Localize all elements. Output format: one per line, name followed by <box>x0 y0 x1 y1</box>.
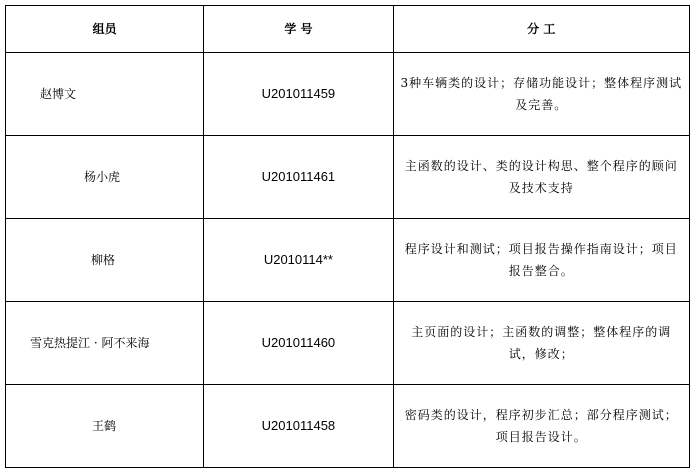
member-name-cell: 柳格 <box>6 219 204 302</box>
table-row <box>6 136 690 219</box>
table-row <box>6 219 690 302</box>
header-member: 组员 <box>6 6 204 53</box>
student-id-cell: U201011459 <box>204 53 393 136</box>
task-cell: 主函数的设计、类的设计构思、整个程序的顾问及技术支持 <box>393 136 689 219</box>
member-name-cell: 雪克热提江 · 阿不来海 <box>6 302 204 385</box>
team-division-table <box>5 5 690 468</box>
task-cell: 主页面的设计；主函数的调整；整体程序的调试，修改； <box>393 302 689 385</box>
task-cell: 3种车辆类的设计；存储功能设计；整体程序测试及完善。 <box>393 53 689 136</box>
member-name-cell: 赵博文 <box>6 53 204 136</box>
header-task: 分 工 <box>393 6 689 53</box>
student-id-cell: U2010114** <box>204 219 393 302</box>
header-student-id: 学 号 <box>204 6 393 53</box>
student-id-cell: U201011458 <box>204 385 393 468</box>
task-cell: 密码类的设计，程序初步汇总；部分程序测试；项目报告设计。 <box>393 385 689 468</box>
table-row <box>6 302 690 385</box>
table-row <box>6 385 690 468</box>
table-row <box>6 53 690 136</box>
student-id-cell: U201011460 <box>204 302 393 385</box>
student-id-cell: U201011461 <box>204 136 393 219</box>
task-cell: 程序设计和测试；项目报告操作指南设计；项目报告整合。 <box>393 219 689 302</box>
member-name-cell: 杨小虎 <box>6 136 204 219</box>
member-name-cell: 王鹤 <box>6 385 204 468</box>
team-division-table-container <box>5 5 690 468</box>
table-header-row <box>6 6 690 53</box>
